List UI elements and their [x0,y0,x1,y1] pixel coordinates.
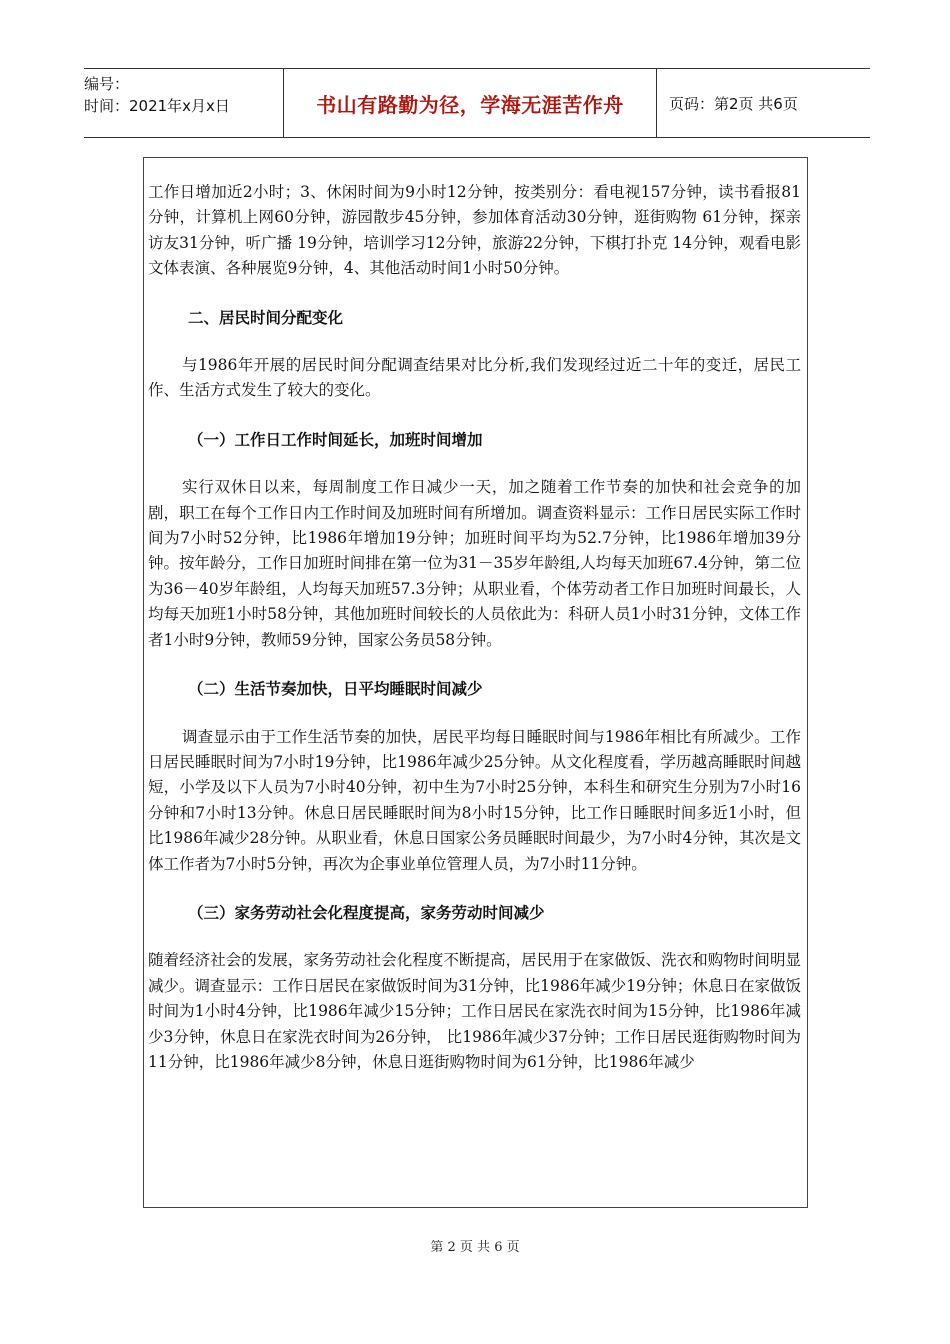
paragraph-compare: 与1986年开展的居民时间分配调查结果对比分析,我们发现经过近二十年的变迁，居民工作、生活方式发生了较大的变化。 [148,356,801,400]
document-date: 时间：2021年x月x日 [84,97,230,115]
subsection-heading-1: （一）工作日工作时间延长，加班时间增加 [188,429,483,449]
section-heading: 二、居民时间分配变化 [188,307,344,327]
content-frame [143,157,808,1208]
header-motto: 书山有路勤为径，学海无涯苦作舟 [283,69,657,137]
document-number-label: 编号： [84,75,130,93]
paragraph-housework: 随着经济社会的发展，家务劳动社会化程度不断提高，居民用于在家做饭、洗衣和购物时间明显减少。调查显示：工作日居民在家做饭时间为31分钟，比1986年减少19分钟；休息日在家做饭时间为1小时4分钟，比1986年减少15分钟；工作日居民在家洗衣时间为15分钟，比1986年减少3分钟，休息日在家洗衣时间为26分钟， 比1986年减少37分钟；工作日居民逛街购物时间为11分钟，比1986年减少8分钟，休息日逛街购物时间为61分钟，比1986年减少 [148,951,801,1071]
header-meta [84,69,283,137]
document-body [148,180,801,1075]
paragraph-sleep-time: 调查显示由于工作生活节奏的加快，居民平均每日睡眠时间与1986年相比有所减少。工作日居民睡眠时间为7小时19分钟，比1986年减少25分钟。从文化程度看，学历越高睡眠时间越短，小学及以下人员为7小时40分钟，初中生为7小时25分钟，本科生和研究生分别为7小时16分钟和7小时13分钟。休息日居民睡眠时间为8小时15分钟，比工作日睡眠时间多近1小时，但比1986年减少28分钟。从职业看，休息日国家公务员睡眠时间最少，为7小时4分钟，其次是文体工作者为7小时5分钟，再次为企事业单位管理人员，为7小时11分钟。 [148,727,801,873]
paragraph-intro: 工作日增加近2小时；3、休闲时间为9小时12分钟，按类别分：看电视157分钟，读书看报81分钟，计算机上网60分钟，游园散步45分钟，参加体育活动30分钟，逛街购物 61分钟，探亲访友31分钟，听广播 19分钟，培训学习12分钟，旅游22分钟，下棋打扑克 14分钟，观看电影文体表演、各种展览9分钟，4、其他活动时间1小时50分钟。 [148,183,801,278]
subsection-heading-2: （二）生活节奏加快，日平均睡眠时间减少 [188,679,483,699]
page-footer: 第 2 页 共 6 页 [430,1240,520,1255]
paragraph-work-time: 实行双休日以来，每周制度工作日减少一天，加之随着工作节奏的加快和社会竞争的加剧，职工在每个工作日内工作时间及加班时间有所增加。调查资料显示：工作日居民实际工作时间为7小时52分钟，比1986年增加19分钟；加班时间平均为52.7分钟，比1986年增加39分钟。按年龄分，工作日加班时间排在第一位为31－35岁年龄组,人均每天加班67.4分钟，第二位为36－40岁年龄组，人均每天加班57.3分钟；从职业看，个体劳动者工作日加班时间最长，人均每天加班1小时58分钟，其他加班时间较长的人员依此为：科研人员1小时31分钟，文体工作者1小时9分钟，教师59分钟，国家公务员58分钟。 [148,478,801,649]
header-page-info: 页码：第2页 共6页 [669,94,798,113]
subsection-heading-3: （三）家务劳动社会化程度提高，家务劳动时间减少 [188,902,545,922]
page-header [84,68,870,138]
